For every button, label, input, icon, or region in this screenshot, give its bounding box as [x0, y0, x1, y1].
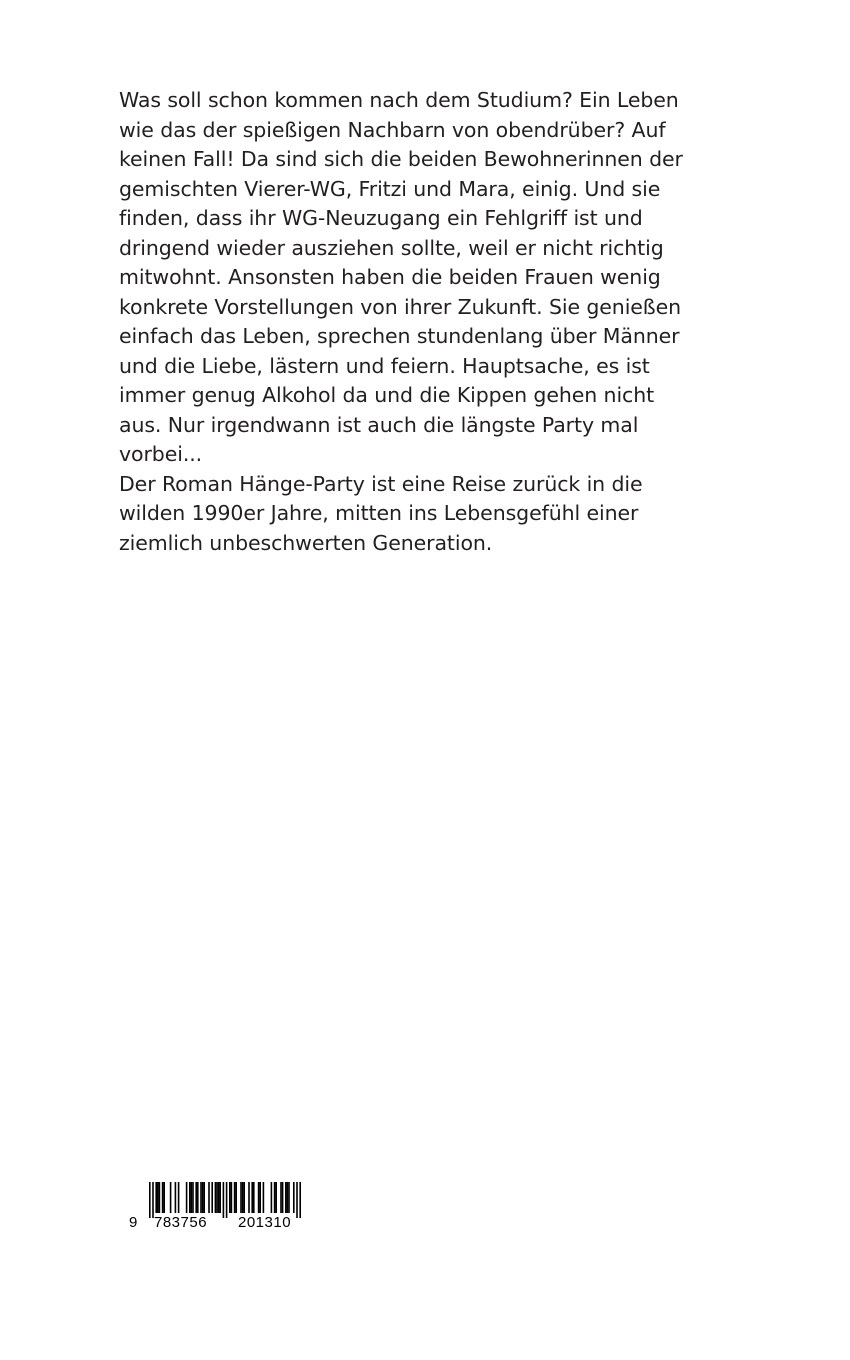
- blurb-text: [119, 86, 739, 558]
- barcode-bar: [178, 1182, 180, 1213]
- barcode-bar: [216, 1182, 218, 1213]
- blurb-line: wie das der spießigen Nachbarn von obendrüber? Auf: [119, 117, 666, 142]
- barcode-bar: [285, 1182, 287, 1213]
- blurb-line: Was soll schon kommen nach dem Studium? Ein Leben: [119, 88, 679, 112]
- barcode-bar: [280, 1182, 282, 1213]
- barcode-bar: [223, 1182, 225, 1218]
- blurb-line: finden, dass ihr WG-Neuzugang ein Fehlgriff ist und: [119, 206, 643, 230]
- isbn-barcode: [127, 1182, 323, 1232]
- barcode-bar: [274, 1182, 276, 1213]
- barcode-bar: [248, 1182, 250, 1213]
- barcode-bar: [211, 1182, 213, 1213]
- barcode-bar: [200, 1182, 202, 1213]
- barcode-bar: [259, 1182, 261, 1213]
- barcode-bar: [163, 1182, 165, 1213]
- barcode-bar: [218, 1182, 220, 1213]
- barcode-bar: [208, 1182, 210, 1213]
- blurb-line: keinen Fall! Da sind sich die beiden Bewohnerinnen der: [119, 147, 683, 171]
- barcode-bar: [149, 1182, 151, 1218]
- barcode-bar: [159, 1182, 161, 1213]
- barcode-bars: [149, 1182, 319, 1218]
- barcode-bar: [170, 1182, 172, 1213]
- barcode-bar: [189, 1182, 191, 1213]
- barcode-bar: [197, 1182, 199, 1213]
- barcode-bar: [234, 1182, 236, 1213]
- blurb-line: mitwohnt. Ansonsten haben die beiden Frauen wenig: [119, 265, 661, 289]
- barcode-bar: [229, 1182, 231, 1213]
- barcode-bar: [175, 1182, 177, 1213]
- barcode-bar: [282, 1182, 284, 1213]
- barcode-bar: [287, 1182, 289, 1213]
- blurb-line: einfach das Leben, sprechen stundenlang über Männer: [119, 324, 680, 348]
- barcode-bar: [195, 1182, 197, 1213]
- barcode-bar: [152, 1182, 154, 1218]
- barcode-bar: [231, 1182, 233, 1213]
- blurb-line: gemischten Vierer-WG, Fritzi und Mara, einig. Und sie: [119, 176, 661, 201]
- barcode-bar: [299, 1182, 301, 1218]
- barcode-bar: [203, 1182, 205, 1213]
- barcode-bar: [235, 1182, 237, 1213]
- barcode-lead-digit: 9: [129, 1214, 138, 1231]
- blurb-line: immer genug Alkohol da und die Kippen gehen nicht: [119, 383, 655, 407]
- barcode-bar: [155, 1182, 157, 1213]
- blurb-line: konkrete Vorstellungen von ihrer Zukunft. Sie genießen: [119, 294, 682, 319]
- barcode-bar: [258, 1182, 260, 1213]
- blurb-line: vorbei...: [119, 442, 203, 466]
- blurb-line: wilden 1990er Jahre, mitten ins Lebensgefühl einer: [119, 501, 639, 525]
- barcode-bar: [293, 1182, 295, 1213]
- blurb-line: dringend wieder ausziehen sollte, weil er nicht richtig: [119, 235, 664, 260]
- barcode-bar: [157, 1182, 159, 1213]
- barcode-bar: [226, 1182, 228, 1218]
- blurb-line: aus. Nur irgendwann ist auch die längste Party mal: [119, 412, 639, 437]
- barcode-bar: [186, 1182, 188, 1213]
- barcode-bar: [296, 1182, 298, 1218]
- barcode-bar: [275, 1182, 277, 1213]
- barcode-bar: [243, 1182, 245, 1213]
- barcode-bar: [192, 1182, 194, 1213]
- barcode-bar: [242, 1182, 244, 1213]
- barcode-bar: [251, 1182, 253, 1213]
- blurb-line: und die Liebe, lästern und feiern. Hauptsache, es ist: [119, 353, 650, 378]
- barcode-bar: [253, 1182, 255, 1213]
- barcode-bar: [219, 1182, 221, 1213]
- barcode-bar: [288, 1182, 290, 1213]
- blurb-line: Der Roman Hänge-Party ist eine Reise zurück in die: [119, 471, 643, 496]
- barcode-bar: [263, 1182, 265, 1213]
- barcode-bar: [162, 1182, 164, 1213]
- barcode-bar: [240, 1182, 242, 1213]
- barcode-bar: [271, 1182, 273, 1213]
- barcode-right-digits: 201310: [238, 1214, 292, 1231]
- barcode-bar: [202, 1182, 204, 1213]
- barcode-left-digits: 783756: [154, 1214, 208, 1231]
- blurb-line: ziemlich unbeschwerten Generation.: [119, 530, 493, 555]
- barcode-bar: [191, 1182, 193, 1213]
- barcode-bar: [215, 1182, 217, 1213]
